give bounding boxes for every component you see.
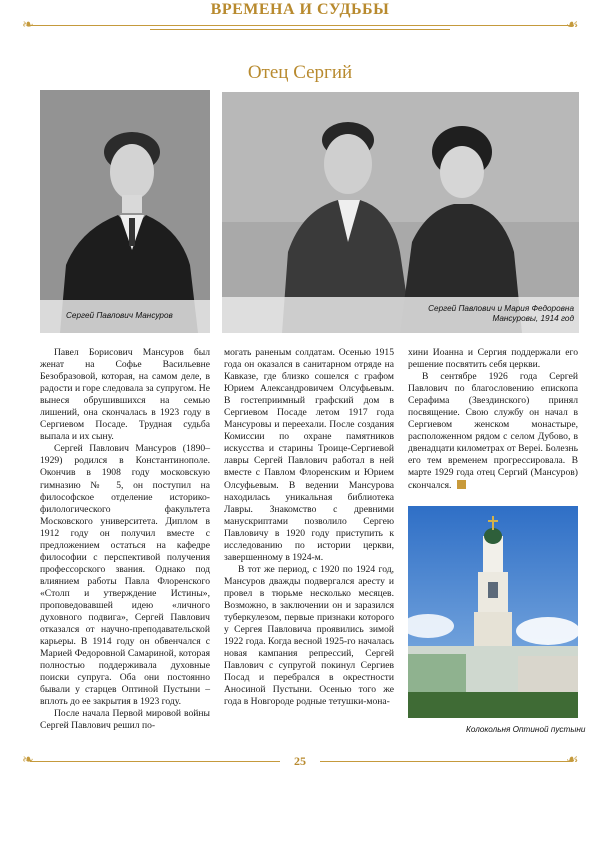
page-number: 25 <box>294 754 306 768</box>
church-image <box>408 506 578 718</box>
couple-caption-line2: Мансуровы, 1914 год <box>492 314 574 323</box>
col2-paragraph-1: могать раненым солдатам. Осенью 1915 года он оказался в санитарном отряде на Кавказе, где близко сошелся с графом Юрием Александровичем Олсуфьевым. В гостеприимный графский дом в Сергиевом Посаде летом 1917 года Мансуровы и переехали. После создания Комиссии по охране памятников искусства и старины Троице-Сергиевой лавры Сергей Павлович работал в ней вместе с Павлом Флоренским и Юрием Олсуфьевым. В ведении Мансурова находилась уникальная библиотека Лавры. Знакомство с древними манускриптами позволило Сергею Павловичу в 1920 году приступить к исследованию по истории церкви, завершенному в 1924-м. <box>224 347 394 563</box>
col1-paragraph-1: Павел Борисович Мансуров был женат на Софье Васильевне Безобразовой, которая, на самом деле, в радости и горе следовала за супругом. Не вынеся обрушившихся на семью лишений, она скончалась в 1923 году в Сергиевом Посаде. Трудная судьба выпала и их сыну. <box>40 347 210 443</box>
ornament-left: ❧ <box>22 18 34 33</box>
ornament-right: ☙ <box>566 18 579 33</box>
col3-paragraph-1: хини Иоанна и Сергия поддержали его решение посвятить себя церкви. <box>408 347 578 371</box>
couple-image <box>222 92 579 333</box>
col3-paragraph-2: В сентябре 1926 года Сергей Павлович по благословению епископа Серафима (Звездинского) принял посвящение. Свою службу он начал в Сергиевом женском монастыре, расположенном рядом с селом Дубово, в двенадцати километрах от Верei. Болезнь его тем временем прогрессировала. В марте 1929 года отец Сергий (Мансуров) скончался. <box>408 371 578 491</box>
footer-ornament-left: ❧ <box>22 753 34 768</box>
couple-photo <box>222 92 579 333</box>
header-rule <box>30 25 570 26</box>
section-title: ВРЕМЕНА И СУДЬБЫ <box>210 1 390 18</box>
portrait-image <box>40 90 210 333</box>
portrait-photo <box>40 90 210 333</box>
end-of-article-mark <box>457 480 466 489</box>
col1-paragraph-2: Сергей Павлович Мансуров (1890–1929) родился в Константинополе. Окончив в 1908 году московскую гимназию № 5, он поступил на философское отделение историко-филологического факультета Московского университета. Диплом в 1912 году он получил вместе с предложением остаться на кафедре философии с перспективой получения профессорского звания. Однако под влиянием работы Павла Флоренского «Столп и утверждение Истины», проповедовавшей идею «личного духовного подвига», Сергей Павлович отказался от научно-преподавательской карьеры. В 1914 году он обвенчался с Марией Федоровной Самариной, которая полностью поддерживала духовные поиски супруга. Оба они постоянно бывали у старцев Оптиной Пустыни – вплоть до ее закрытия в 1923 году. <box>40 443 210 708</box>
church-photo <box>408 506 578 718</box>
header-rule-lower <box>150 29 450 30</box>
text-column-3 <box>408 347 578 492</box>
col2-paragraph-2: В тот же период, с 1920 по 1924 год, Мансуров дважды подвергался аресту и провел в тюрьме несколько месяцев. Возможно, в заключении он и заразился туберкулезом, первые признаки которого у Сергея Павловича проявились зимой 1922 года. Когда весной 1925-го началась новая кампания репрессий, Сергей Павлович с супругой покинул Сергиев Посад и перебрался в окрестности Аносиной Пустыни. Осенью того же года в Новгороде родные тетушки-мона- <box>224 563 394 708</box>
text-column-2 <box>224 347 394 708</box>
article-title: Отец Сергий <box>247 62 353 83</box>
church-caption: Колокольня Оптиной пустыни <box>466 725 586 734</box>
couple-caption-line1: Сергей Павлович и Мария Федоровна <box>428 304 574 313</box>
couple-caption <box>424 304 574 324</box>
portrait-caption: Сергей Павлович Мансуров <box>66 311 173 320</box>
col1-paragraph-3: После начала Первой мировой войны Сергей Павлович решил по- <box>40 708 210 732</box>
col3-paragraph-2-wrap <box>408 371 578 491</box>
footer-ornament-right: ☙ <box>566 753 579 768</box>
text-column-1 <box>40 347 210 733</box>
